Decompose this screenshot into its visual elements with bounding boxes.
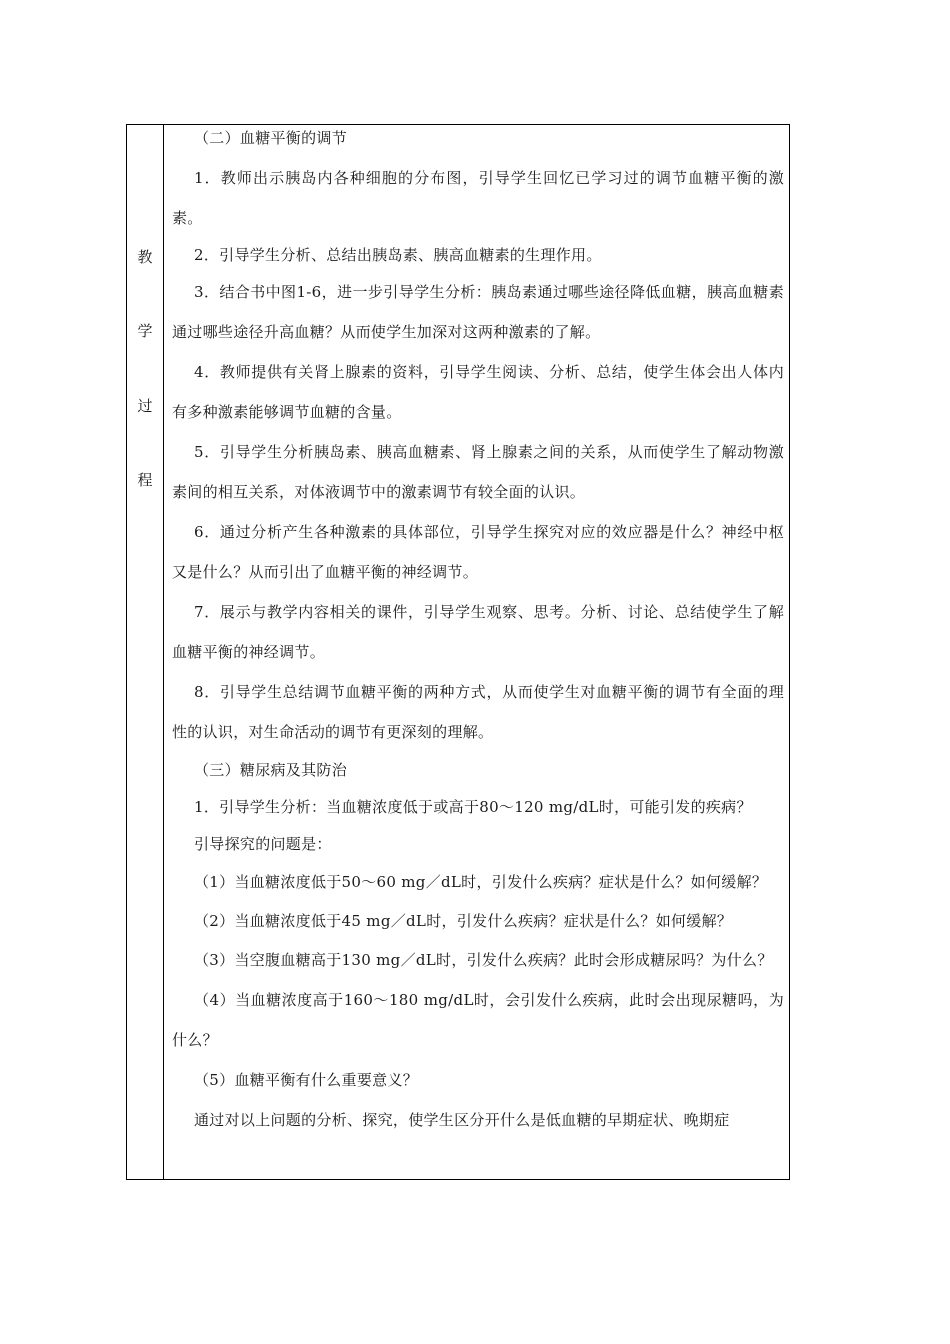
paragraph: 3．结合书中图1-6，进一步引导学生分析：胰岛素通过哪些途径降低血糖，胰高血糖素通过哪些途径升高血糖？从而使学生加深对这两种激素的了解。 <box>172 283 784 341</box>
side-char: 过 <box>137 397 153 415</box>
paragraph: 8．引导学生总结调节血糖平衡的两种方式，从而使学生对血糖平衡的调节有全面的理性的认识，对生命活动的调节有更深刻的理解。 <box>172 683 784 741</box>
paragraph: 引导探究的问题是： <box>194 835 332 853</box>
paragraph: 1．教师出示胰岛内各种细胞的分布图，引导学生回忆已学习过的调节血糖平衡的激素。 <box>172 169 784 227</box>
paragraph: 5．引导学生分析胰岛素、胰高血糖素、肾上腺素之间的关系，从而使学生了解动物激素间的相互关系，对体液调节中的激素调节有较全面的认识。 <box>172 443 784 501</box>
paragraph: 7．展示与教学内容相关的课件，引导学生观察、思考。分析、讨论、总结使学生了解血糖平衡的神经调节。 <box>172 603 784 661</box>
side-char: 教 <box>137 248 153 266</box>
lesson-table <box>126 124 790 1180</box>
section-heading: （三）糖尿病及其防治 <box>194 761 348 779</box>
paragraph: 通过对以上问题的分析、探究，使学生区分开什么是低血糖的早期症状、晚期症 <box>194 1111 730 1129</box>
paragraph: 1．引导学生分析：当血糖浓度低于或高于80～120 mg/dL时，可能引发的疾病？ <box>194 798 752 816</box>
side-char: 学 <box>137 322 153 340</box>
section-heading: （二）血糖平衡的调节 <box>194 129 348 147</box>
question: （1）当血糖浓度低于50～60 mg／dL时，引发什么疾病？症状是什么？如何缓解？ <box>194 873 768 891</box>
question: （3）当空腹血糖高于130 mg／dL时，引发什么疾病？此时会形成糖尿吗？为什么？ <box>194 951 773 969</box>
question: （4）当血糖浓度高于160～180 mg/dL时，会引发什么疾病，此时会出现尿糖吗，为什么？ <box>172 991 784 1049</box>
content-cell <box>172 118 784 1140</box>
side-char: 程 <box>137 471 153 489</box>
paragraph: 6．通过分析产生各种激素的具体部位，引导学生探究对应的效应器是什么？神经中枢又是什么？从而引出了血糖平衡的神经调节。 <box>172 523 784 581</box>
question: （5）血糖平衡有什么重要意义？ <box>194 1071 419 1089</box>
paragraph: 2．引导学生分析、总结出胰岛素、胰高血糖素的生理作用。 <box>194 246 602 264</box>
question: （2）当血糖浓度低于45 mg／dL时，引发什么疾病？症状是什么？如何缓解？ <box>194 912 733 930</box>
paragraph: 4．教师提供有关肾上腺素的资料，引导学生阅读、分析、总结，使学生体会出人体内有多种激素能够调节血糖的含量。 <box>172 363 784 421</box>
side-label-column <box>127 125 164 1179</box>
